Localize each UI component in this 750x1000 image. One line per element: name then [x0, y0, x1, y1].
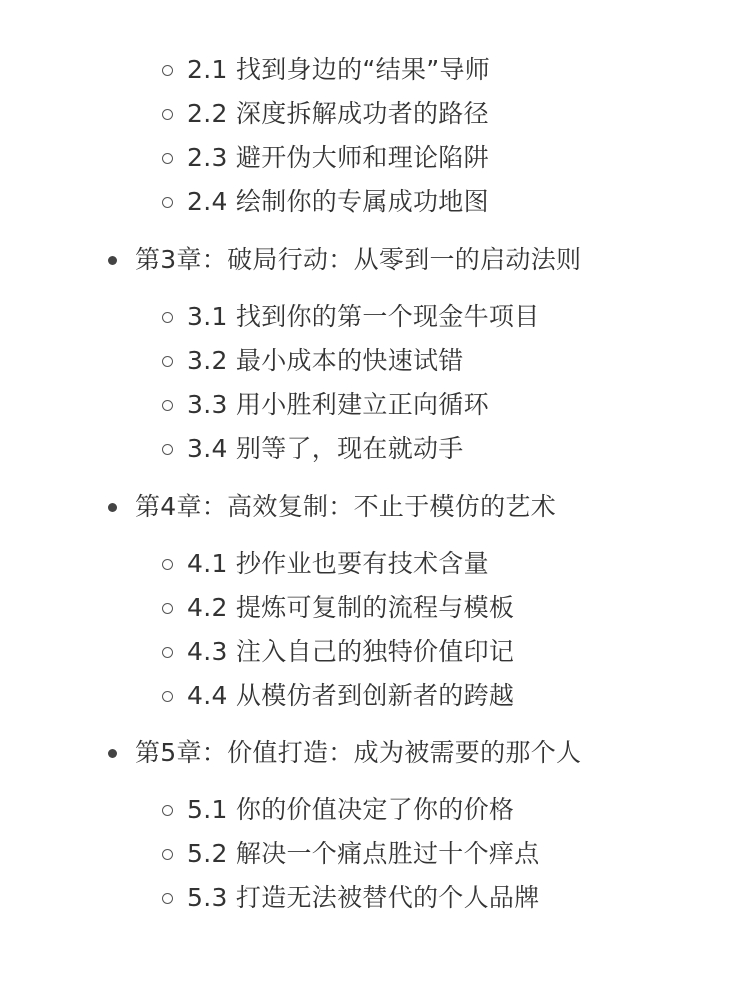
chapter-title: 第4章：高效复制：不止于模仿的艺术: [135, 492, 557, 521]
section-title: 3.1 找到你的第一个现金牛项目: [187, 302, 540, 331]
hollow-circle-bullet-icon: [162, 65, 173, 76]
section-item-4-4: [162, 676, 514, 716]
chapter-title: 第3章：破局行动：从零到一的启动法则: [135, 245, 582, 274]
hollow-circle-bullet-icon: [162, 603, 173, 614]
chapter-item-3: [108, 240, 581, 280]
section-item-4-3: [162, 632, 514, 672]
section-title: 5.2 解决一个痛点胜过十个痒点: [187, 839, 540, 868]
hollow-circle-bullet-icon: [162, 312, 173, 323]
section-title: 3.4 别等了，现在就动手: [187, 434, 464, 463]
section-item-4-1: [162, 544, 489, 584]
section-title: 2.4 绘制你的专属成功地图: [187, 187, 489, 216]
hollow-circle-bullet-icon: [162, 647, 173, 658]
section-item-3-3: [162, 385, 489, 425]
section-title: 4.1 抄作业也要有技术含量: [187, 549, 489, 578]
hollow-circle-bullet-icon: [162, 849, 173, 860]
hollow-circle-bullet-icon: [162, 109, 173, 120]
chapter-item-5: [108, 733, 581, 773]
section-item-4-2: [162, 588, 514, 628]
filled-dot-bullet-icon: [108, 256, 117, 265]
section-item-2-1: [162, 50, 490, 90]
section-title: 5.1 你的价值决定了你的价格: [187, 795, 515, 824]
hollow-circle-bullet-icon: [162, 805, 173, 816]
section-title: 3.2 最小成本的快速试错: [187, 346, 464, 375]
section-item-3-2: [162, 341, 464, 381]
section-item-3-4: [162, 429, 464, 469]
filled-dot-bullet-icon: [108, 749, 117, 758]
section-title: 2.2 深度拆解成功者的路径: [187, 99, 489, 128]
section-item-3-1: [162, 297, 540, 337]
section-title: 2.3 避开伪大师和理论陷阱: [187, 143, 489, 172]
section-title: 3.3 用小胜利建立正向循环: [187, 390, 489, 419]
section-title: 4.4 从模仿者到创新者的跨越: [187, 681, 515, 710]
hollow-circle-bullet-icon: [162, 197, 173, 208]
section-item-2-3: [162, 138, 489, 178]
section-item-2-2: [162, 94, 489, 134]
hollow-circle-bullet-icon: [162, 153, 173, 164]
hollow-circle-bullet-icon: [162, 444, 173, 455]
section-item-2-4: [162, 182, 489, 222]
hollow-circle-bullet-icon: [162, 400, 173, 411]
section-title: 4.3 注入自己的独特价值印记: [187, 637, 515, 666]
section-item-5-2: [162, 834, 540, 874]
hollow-circle-bullet-icon: [162, 691, 173, 702]
chapter-item-4: [108, 487, 556, 527]
section-item-5-3: [162, 878, 540, 918]
section-title: 5.3 打造无法被替代的个人品牌: [187, 883, 540, 912]
section-title: 2.1 找到身边的“结果”导师: [187, 55, 491, 84]
hollow-circle-bullet-icon: [162, 893, 173, 904]
hollow-circle-bullet-icon: [162, 356, 173, 367]
section-title: 4.2 提炼可复制的流程与模板: [187, 593, 515, 622]
chapter-title: 第5章：价值打造：成为被需要的那个人: [135, 738, 582, 767]
section-item-5-1: [162, 790, 514, 830]
filled-dot-bullet-icon: [108, 503, 117, 512]
hollow-circle-bullet-icon: [162, 559, 173, 570]
